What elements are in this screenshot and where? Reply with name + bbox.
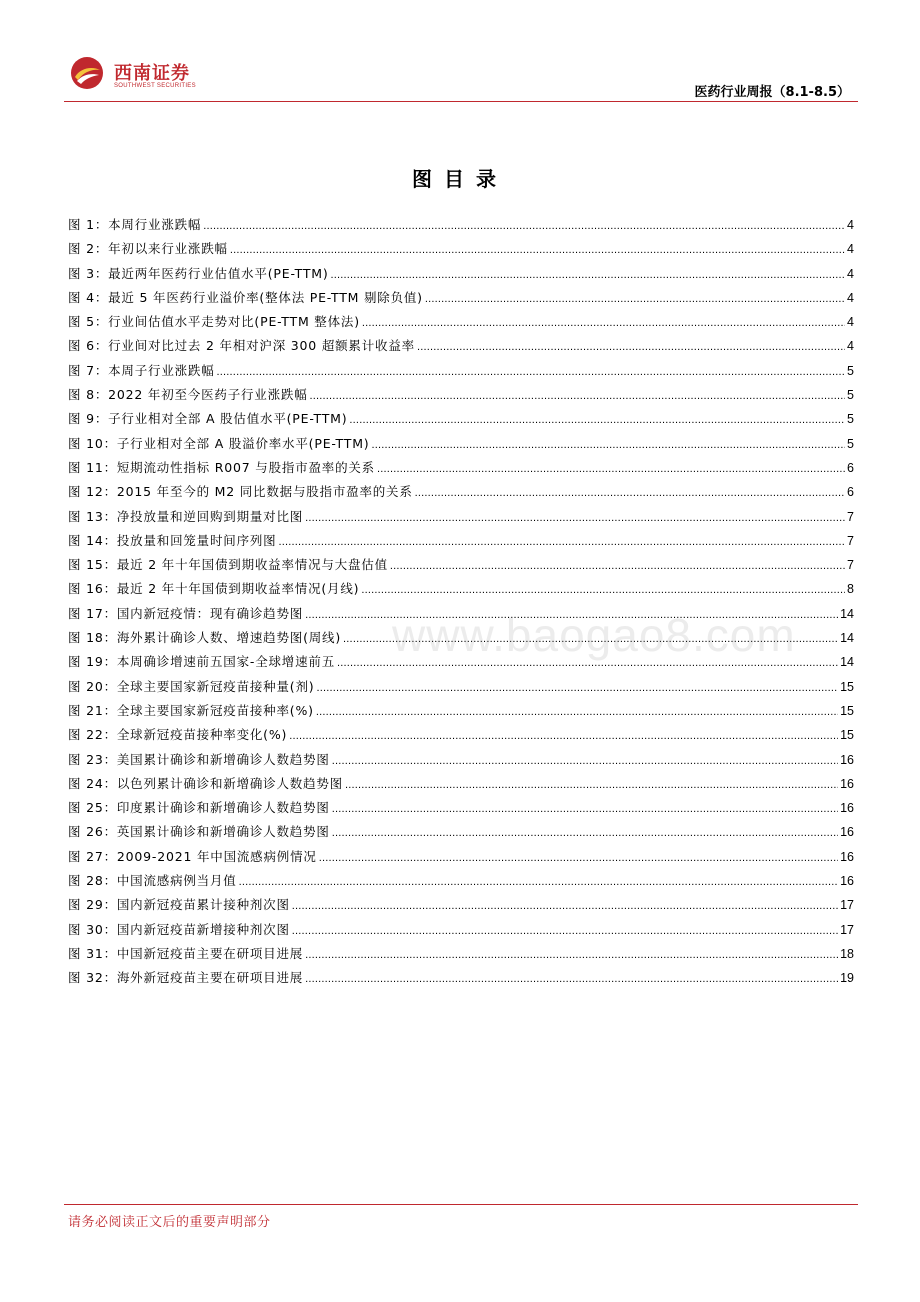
toc-entry-page: 6 [847, 485, 854, 500]
toc-entry-page: 5 [847, 388, 854, 403]
toc-entry-label: 图 21：全球主要国家新冠疫苗接种率(%) [68, 702, 314, 718]
toc-entry-label: 图 22：全球新冠疫苗接种率变化(%) [68, 727, 288, 743]
toc-dot-leader [415, 484, 845, 502]
toc-entry[interactable] [68, 580, 854, 604]
toc-entry-label: 图 12：2015 年至今的 M2 同比数据与股指市盈率的关系 [68, 484, 413, 500]
toc-entry[interactable] [68, 969, 854, 993]
toc-entry-label: 图 10：子行业相对全部 A 股溢价率水平(PE-TTM) [68, 435, 370, 451]
toc-entry[interactable] [68, 556, 854, 580]
toc-entry[interactable] [68, 216, 854, 240]
header-divider [64, 101, 858, 102]
toc-entry-label: 图 26：英国累计确诊和新增确诊人数趋势图 [68, 824, 330, 840]
toc-dot-leader [217, 363, 846, 381]
toc-entry-label: 图 20：全球主要国家新冠疫苗接种量(剂) [68, 678, 315, 694]
toc-entry-label: 图 5：行业间估值水平走势对比(PE-TTM 整体法) [68, 314, 360, 330]
toc-entry-label: 图 18：海外累计确诊人数、增速趋势图(周线) [68, 630, 342, 646]
toc-dot-leader [417, 338, 845, 356]
toc-dot-leader [203, 217, 845, 235]
toc-dot-leader [390, 557, 845, 575]
toc-entry[interactable] [68, 289, 854, 313]
toc-entry-page: 15 [840, 679, 854, 694]
toc-entry-page: 8 [847, 582, 854, 597]
toc-dot-leader [292, 922, 838, 940]
toc-dot-leader [305, 606, 838, 624]
toc-entry-label: 图 19：本周确诊增速前五国家-全球增速前五 [68, 654, 335, 670]
toc-entry[interactable] [68, 653, 854, 677]
toc-entry[interactable] [68, 362, 854, 386]
toc-entry-page: 14 [840, 606, 854, 621]
toc-dot-leader [305, 946, 838, 964]
toc-dot-leader [362, 314, 845, 332]
toc-entry-page: 6 [847, 460, 854, 475]
toc-entry-page: 18 [840, 946, 854, 961]
toc-entry[interactable] [68, 605, 854, 629]
toc-entry[interactable] [68, 921, 854, 945]
toc-dot-leader [278, 533, 845, 551]
toc-entry[interactable] [68, 775, 854, 799]
toc-entry-label: 图 2：年初以来行业涨跌幅 [68, 241, 228, 257]
toc-dot-leader [332, 800, 838, 818]
toc-entry-label: 图 14：投放量和回笼量时间序列图 [68, 532, 277, 548]
toc-entry-page: 4 [847, 315, 854, 330]
toc-entry[interactable] [68, 313, 854, 337]
toc-entry[interactable] [68, 629, 854, 653]
toc-entry-label: 图 32：海外新冠疫苗主要在研项目进展 [68, 970, 304, 986]
toc-entry[interactable] [68, 459, 854, 483]
footer-notice: 请务必阅读正文后的重要声明部分 [68, 1215, 271, 1230]
toc-dot-leader [239, 873, 839, 891]
toc-entry-label: 图 13：净投放量和逆回购到期量对比图 [68, 508, 304, 524]
toc-entry-label: 图 23：美国累计确诊和新增确诊人数趋势图 [68, 751, 330, 767]
toc-entry-page: 5 [847, 436, 854, 451]
logo-chinese-name: 西南证券 [114, 63, 190, 84]
toc-entry[interactable] [68, 435, 854, 459]
toc-dot-leader [289, 727, 838, 745]
toc-entry-page: 16 [840, 752, 854, 767]
toc-dot-leader [349, 411, 845, 429]
toc-dot-leader [361, 581, 845, 599]
toc-entry-page: 7 [847, 533, 854, 548]
toc-dot-leader [332, 752, 838, 770]
toc-dot-leader [305, 970, 838, 988]
toc-dot-leader [331, 266, 846, 284]
toc-entry-page: 7 [847, 509, 854, 524]
toc-entry-page: 17 [840, 898, 854, 913]
toc-entry-page: 16 [840, 776, 854, 791]
toc-entry[interactable] [68, 265, 854, 289]
toc-dot-leader [371, 436, 845, 454]
watermark: www.baogao8.com [392, 609, 796, 661]
toc-entry-label: 图 31：中国新冠疫苗主要在研项目进展 [68, 945, 304, 961]
toc-entry-label: 图 3：最近两年医药行业估值水平(PE-TTM) [68, 265, 329, 281]
toc-entry-page: 4 [847, 339, 854, 354]
toc-entry-label: 图 29：国内新冠疫苗累计接种剂次图 [68, 897, 290, 913]
toc-entry[interactable] [68, 240, 854, 264]
toc-entry[interactable] [68, 483, 854, 507]
toc-entry[interactable] [68, 848, 854, 872]
toc-entry-page: 14 [840, 631, 854, 646]
toc-dot-leader [316, 679, 838, 697]
toc-entry-page: 16 [840, 874, 854, 889]
toc-entry-label: 图 30：国内新冠疫苗新增接种剂次图 [68, 921, 290, 937]
toc-entry-label: 图 6：行业间对比过去 2 年相对沪深 300 超额累计收益率 [68, 338, 415, 354]
toc-entry-page: 16 [840, 849, 854, 864]
toc-entry-page: 4 [847, 290, 854, 305]
figure-list [68, 216, 854, 994]
toc-entry-page: 5 [847, 363, 854, 378]
toc-entry-page: 16 [840, 825, 854, 840]
toc-entry-page: 15 [840, 728, 854, 743]
toc-entry-label: 图 11：短期流动性指标 R007 与股指市盈率的关系 [68, 459, 375, 475]
toc-entry-label: 图 4：最近 5 年医药行业溢价率(整体法 PE-TTM 剔除负值) [68, 289, 423, 305]
toc-entry-label: 图 15：最近 2 年十年国债到期收益率情况与大盘估值 [68, 557, 388, 573]
toc-entry[interactable] [68, 751, 854, 775]
toc-dot-leader [425, 290, 845, 308]
toc-entry-page: 14 [840, 655, 854, 670]
logo-english-name: SOUTHWEST SECURITIES [114, 83, 196, 89]
toc-entry-page: 19 [840, 971, 854, 986]
toc-entry[interactable] [68, 386, 854, 410]
toc-dot-leader [305, 509, 845, 527]
toc-entry-label: 图 1：本周行业涨跌幅 [68, 217, 202, 232]
toc-entry-page: 16 [840, 801, 854, 816]
toc-entry[interactable] [68, 410, 854, 434]
toc-dot-leader [230, 241, 845, 259]
toc-entry-label: 图 24：以色列累计确诊和新增确诊人数趋势图 [68, 775, 343, 791]
toc-dot-leader [377, 460, 845, 478]
toc-dot-leader [345, 776, 838, 794]
toc-entry-label: 图 7：本周子行业涨跌幅 [68, 362, 215, 378]
toc-entry-page: 5 [847, 412, 854, 427]
toc-entry-page: 15 [840, 703, 854, 718]
toc-entry[interactable] [68, 337, 854, 361]
footer-divider [64, 1204, 858, 1205]
toc-dot-leader [316, 703, 838, 721]
toc-entry-label: 图 9：子行业相对全部 A 股估值水平(PE-TTM) [68, 411, 348, 427]
toc-entry[interactable] [68, 532, 854, 556]
toc-entry[interactable] [68, 678, 854, 702]
toc-dot-leader [292, 897, 838, 915]
toc-entry-label: 图 17：国内新冠疫情：现有确诊趋势图 [68, 605, 304, 621]
page-header [64, 52, 858, 104]
toc-dot-leader [337, 654, 838, 672]
toc-dot-leader [343, 630, 838, 648]
toc-entry-page: 4 [847, 242, 854, 257]
toc-entry[interactable] [68, 896, 854, 920]
toc-entry-page: 4 [847, 266, 854, 281]
toc-entry[interactable] [68, 726, 854, 750]
logo-emblem-icon [70, 56, 104, 90]
toc-entry[interactable] [68, 823, 854, 847]
toc-dot-leader [310, 387, 846, 405]
toc-entry-label: 图 16：最近 2 年十年国债到期收益率情况(月线) [68, 581, 360, 597]
toc-entry-label: 图 28：中国流感病例当月值 [68, 873, 237, 889]
toc-entry-label: 图 8：2022 年初至今医药子行业涨跌幅 [68, 387, 308, 403]
toc-entry-label: 图 25：印度累计确诊和新增确诊人数趋势图 [68, 800, 330, 816]
toc-entry-page: 4 [847, 218, 854, 232]
toc-entry[interactable] [68, 799, 854, 823]
toc-entry[interactable] [68, 945, 854, 969]
company-logo [70, 56, 270, 96]
report-title: 医药行业周报（8.1-8.5） [694, 85, 850, 100]
toc-entry-label: 图 27：2009-2021 年中国流感病例情况 [68, 848, 317, 864]
toc-entry[interactable] [68, 702, 854, 726]
toc-entry-page: 17 [840, 922, 854, 937]
toc-entry-page: 7 [847, 558, 854, 573]
toc-entry[interactable] [68, 872, 854, 896]
toc-dot-leader [332, 824, 838, 842]
page-heading: 图目录 [412, 167, 508, 191]
toc-entry[interactable] [68, 508, 854, 532]
toc-dot-leader [319, 849, 838, 867]
